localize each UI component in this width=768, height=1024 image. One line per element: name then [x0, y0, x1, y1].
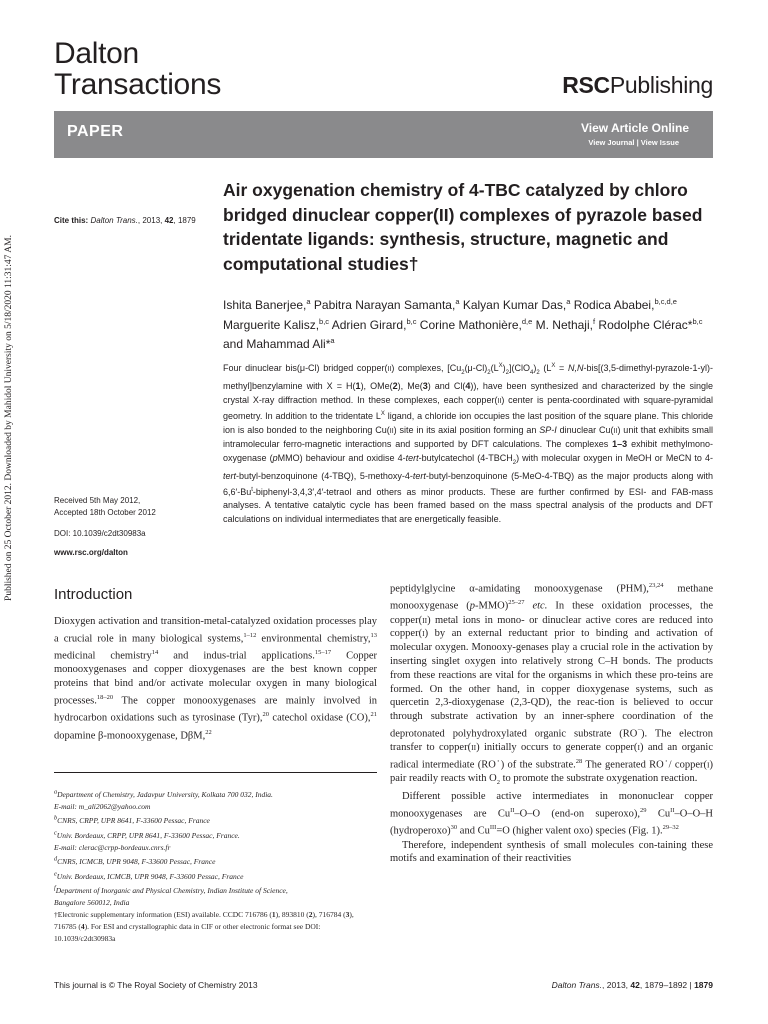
doi[interactable]: DOI: 10.1039/c2dt30983a	[54, 529, 146, 538]
footer-journal: Dalton Trans.	[551, 980, 603, 990]
footer-year: , 2013,	[602, 980, 631, 990]
received-date: Received 5th May 2012,	[54, 496, 141, 505]
journal-name-line-1: Dalton	[54, 37, 139, 70]
cite-label: Cite this:	[54, 216, 89, 225]
download-stamp	[2, 208, 16, 628]
abstract: Four dinuclear bis(μ-Cl) bridged copper(II) complexes, $[Cu_2(\mu-Cl)_2(L^X)_2](ClO_4)_2$ ($L^X$ = N,N-bis[(3,5-dimethyl-pyrazole-1-yl)-methyl]benzylamine with X = H(1), OMe(2), Me(3) and Cl(4)), have been synthesized and characterized by the single crystal X-ray diffraction method. In these complexes, each copper(II) center is penta-coordinated with square-pyramidal geometry. In addition to the tridentate $L^X$ ligand, a chloride ion occupies the last position of the square plane. This chloride ion is also bonded to the neighboring Cu(II) site in its axial position forming an SP-I dinuclear Cu(II) unit that exhibits small intramolecular ferro-magnetic interactions and supported by DFT calculations. The complexes 1–3 exhibit methylmono-oxygenase (pMMO) behaviour and oxidise 4-tert-butylcatechol $(4-TBCH_2)$ with molecular oxygen in MeOH or MeCN to 4-tert-butyl-benzoquinone (4-TBQ), 5-methoxy-4-tert-butyl-benzoquinone (5-MeO-4-TBQ) as the major products along with 6,6′-Bu$^t$-biphenyl-3,4,3′,4′-tetraol and others as minor products. These are further confirmed by ESI- and FAB-mass analyses. A tentative catalytic cycle has been framed based on the mass spectral analysis of the products and DFT calculations on individual intermediates that are energetically feasible.	[223, 363, 714, 524]
affiliation-footnotes: $^a$Department of Chemistry, Jadavpur University, Kolkata 700 032, India. E-mail: m_ali2062@yahoo.com $^b$CNRS, CRPP, UPR 8641, F-33600 Pessac, France $^c$Univ. Bordeaux, CRPP, UPR 8641, F-33600 Pessac, France. E-mail: clerac@crpp-bordeaux.cnrs.fr $^d$CNRS, ICMCB, UPR 9048, F-33600 Pessac, France $^e$Univ. Bordeaux, ICMCB, UPR 9048, F-33600 Pessac, France $^f$Department of Inorganic and Physical Chemistry, Indian Institute of Science, Bangalore 560012, India †Electronic supplementary information (ESI) available. CCDC 716786 (1), 893810 (2), 716784 (3), 716785 (4). For ESI and crystallographic data in CIF or other electronic format see DOI: 10.1039/c2dt30983a	[54, 788, 354, 943]
footer-volume: 42	[630, 980, 640, 990]
publisher-logo	[562, 72, 713, 99]
footer-citation	[552, 980, 713, 990]
view-journal-issue-links[interactable]: View Journal | View Issue	[588, 138, 679, 147]
cite-this	[54, 216, 196, 225]
download-stamp-text: Published on 25 October 2012. Downloaded by Mahidol University on 5/18/2020 11:31:47 AM.	[4, 235, 14, 601]
article-type-label: PAPER	[67, 123, 124, 140]
view-article-online-link[interactable]: View Article Online	[580, 121, 689, 135]
page-number: 1879	[694, 980, 713, 990]
journal-name	[54, 38, 221, 100]
cite-page: , 1879	[173, 216, 196, 225]
journal-url[interactable]: www.rsc.org/dalton	[54, 548, 128, 557]
journal-name-line-2: Transactions	[54, 68, 222, 101]
footer-copyright: This journal is © The Royal Society of Chemistry 2013	[54, 980, 258, 990]
footer-pages: , 1879–1892 |	[639, 980, 695, 990]
footnote-divider	[54, 772, 377, 773]
intro-column-left: Dioxygen activation and transition-metal-catalyzed oxidation processes play a crucial role in many biological systems,$^{1-12}$ environmental chemistry,$^{13}$ medicinal chemistry$^{14}$ and indus-trial applications.$^{15-17}$ Copper monooxygenases and copper dioxygenases are the best known copper proteins that bind and/or activate molecular oxygen in many biological processes.$^{18-20}$ The copper monooxygenases are mainly involved in hydrocarbon oxidations such as tyrosinase (Tyr),$^{20}$ catechol oxidase (CO),$^{21}$ dopamine β-monooxygenase, DβM,$^{22}$	[54, 616, 377, 742]
accepted-date: Accepted 18th October 2012	[54, 508, 156, 517]
introduction-heading: Introduction	[54, 586, 133, 603]
intro-column-right: peptidylglycine α-amidating monooxygenase (PHM),$^{23,24}$ methane monooxygenase $(p-MMO)^{25-27}$ etc. In these oxidation processes, the copper(II) metal ions in mono- or dinuclear active cores are reduced into copper(I) by an external reductant prior to binding and activation of molecular oxygen. Monooxy-genases play a crucial role in the activation by inserting singlet oxygen into relatively strong C–H bonds. The products from these reactions are vital for the organisms in which these pro-teins are formed. On the other hand, in copper dioxygenase systems, such as quercetin 2,3-dioxygenase (2,3-QD), the reac-tion is believed to occur through substrate activation by an inner-sphere coordination of the deprotonated polyhydroxylated organic substrate (RO−). The electron transfer to copper(II) initially occurs to generate copper(I) and an organic radical intermediate (RO˙) of the substrate.$^{28}$ The generated RO˙/ copper(I) pair readily reacts with $O_2$ to promote the substrate oxygenation reaction. Different possible active intermediates in mononuclear copper monooxygenases are $Cu^{II}-O-O$ (end-on superoxo),$^{29}$ $Cu^{II}-O-O-H$ (hydroperoxo)$^{30}$ and $Cu^{III}=O$ (higher valent oxo) species (Fig. 1).$^{29-32}$ Therefore, independent synthesis of small molecules con-taining these motifs and examination of their reactivities	[390, 582, 714, 865]
author-list: Ishita Banerjee,$^a$ Pabitra Narayan Samanta,$^a$ Kalyan Kumar Das,$^a$ Rodica Ababei,$^{b,c,d,e}$ Marguerite Kalisz,$^{b,c}$ Adrien Girard,$^{b,c}$ Corine Mathonière,$^{d,e}$ M. Nethaji,$^f$ Rodolphe Clérac*$^{b,c}$ and Mahammad Ali*$^a$	[223, 297, 703, 351]
cite-journal: Dalton Trans.	[90, 216, 138, 225]
publisher-logo-rest: Publishing	[609, 72, 713, 98]
paper-banner	[54, 111, 713, 158]
cite-year: , 2013,	[137, 216, 165, 225]
received-dates	[54, 495, 156, 519]
cite-volume: 42	[164, 216, 174, 225]
publisher-logo-bold: RSC	[562, 72, 610, 98]
article-title: Air oxygenation chemistry of 4-TBC catalyzed by chloro bridged dinuclear copper(II) complexes of pyrazole based tridentate ligands: synthesis, structure, magnetic and computational studies†	[223, 180, 703, 274]
